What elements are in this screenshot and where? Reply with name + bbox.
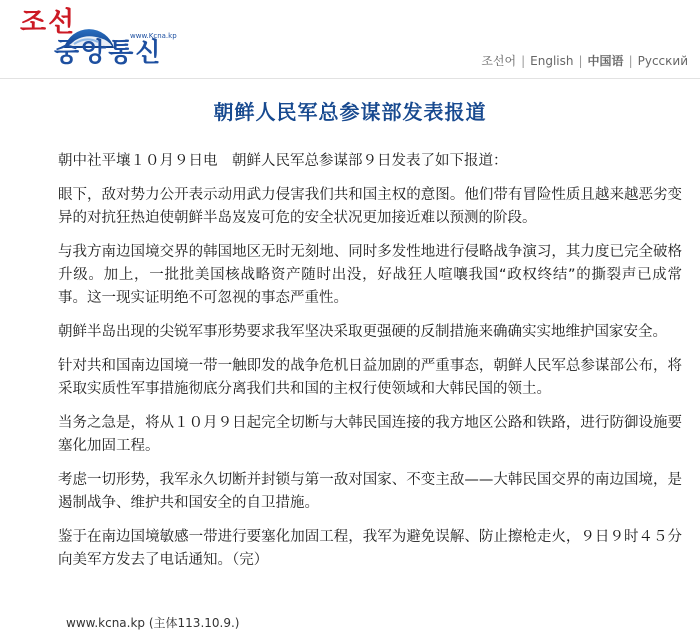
language-switcher [481,52,688,69]
article-body [58,150,682,583]
header-divider [0,78,700,79]
lang-english[interactable]: English [530,54,574,68]
lang-korean[interactable]: 조선어 [481,54,517,68]
logo-line1: 조선 [20,7,77,38]
kcna-logo[interactable] [8,4,218,70]
article-title: 朝鲜人民军总参谋部发表报道 [213,100,487,124]
site-header [0,0,700,80]
article-paragraph: 朝中社平壤１０月９日电 朝鲜人民军总参谋部９日发表了如下报道： [58,153,508,169]
lang-separator: | [578,54,583,68]
lang-separator: | [521,54,526,68]
article-paragraph: 考虑一切形势，我军永久切断并封锁与第一敌对国家、不变主敌——大韩民国交界的南边国境，是遏制战争、维护共和国安全的自卫措施。 [58,472,682,511]
lang-separator: | [628,54,633,68]
article-paragraph: 与我方南边国境交界的韩国地区无时无刻地、同时多发性地进行侵略战争演习，其力度已完全破格升级。加上，一批批美国核战略资产随时出没，好战狂人喧嚷我国“政权终结”的撕裂声已成常事。这一现实证明绝不可忽视的事态严重性。 [58,244,682,306]
article-paragraph: 眼下，敌对势力公开表示动用武力侵害我们共和国主权的意图。他们带有冒险性质且越来越恶劣变异的对抗狂热迫使朝鲜半岛岌岌可危的安全状况更加接近难以预测的阶段。 [58,187,682,226]
article-paragraph: 鉴于在南边国境敏感一带进行要塞化加固工程，我军为避免误解、防止擦枪走火，９日９时４５分向美军方发去了电话通知。（完） [58,529,682,568]
logo-line2: 중앙통신 [54,38,163,68]
article-paragraph: 当务之急是，将从１０月９日起完全切断与大韩民国连接的我方地区公路和铁路，进行防御设施要塞化加固工程。 [58,415,682,454]
lang-chinese[interactable]: 中国语 [587,54,624,68]
article-paragraph: 针对共和国南边国境一带一触即发的战争危机日益加剧的严重事态，朝鲜人民军总参谋部公布，将采取实质性军事措施彻底分离我们共和国的主权行使领域和大韩民国的领土。 [58,358,682,397]
lang-russian[interactable]: Русский [637,54,688,68]
source-footer: www.kcna.kp (主体113.10.9.) [66,616,240,630]
article-paragraph: 朝鲜半岛出现的尖锐军事形势要求我军坚决采取更强硬的反制措施来确确实实地维护国家安全。 [58,324,667,340]
logo-url: www.Kcna.kp [130,32,177,40]
